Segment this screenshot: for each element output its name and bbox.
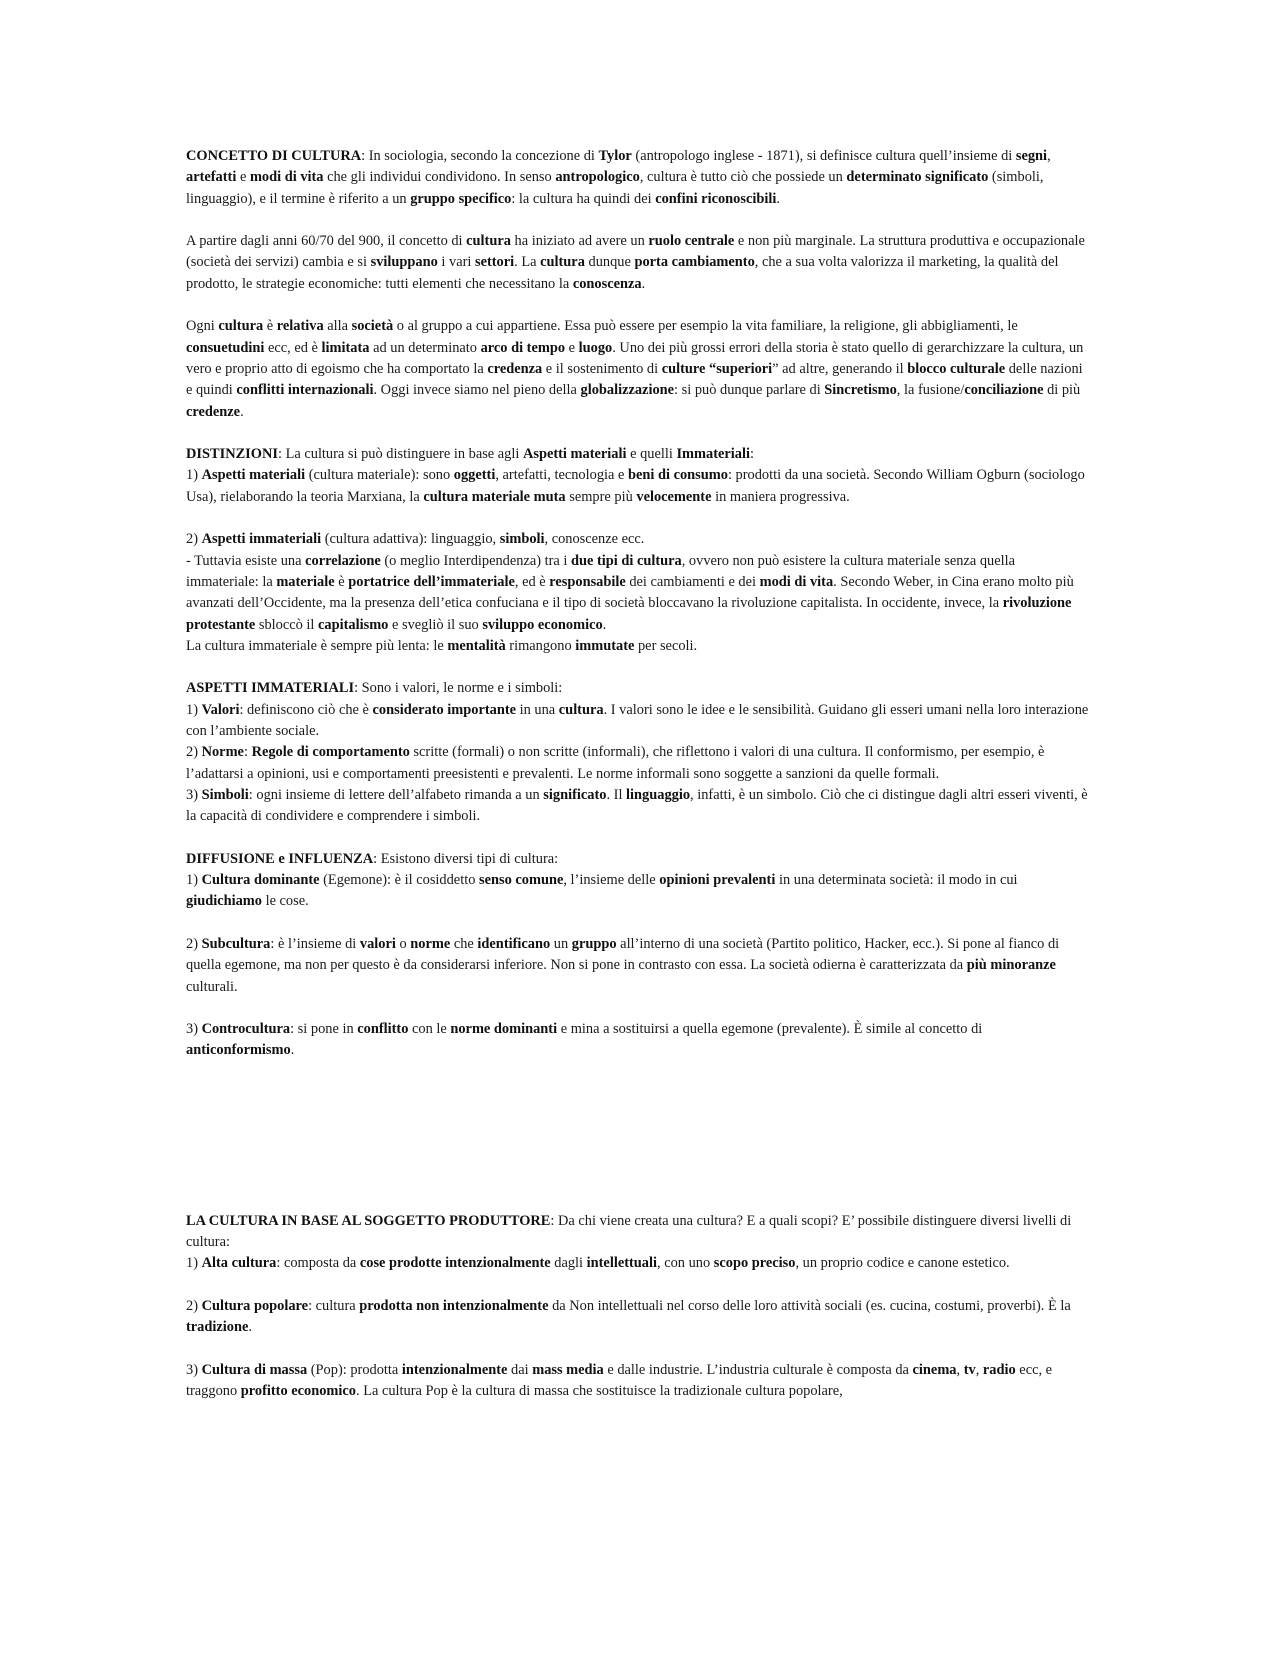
text-run: rimangono	[505, 637, 576, 654]
text-run: Ogni	[186, 318, 219, 335]
text-run: : cultura	[308, 1297, 360, 1314]
bold-term: antropologico	[555, 169, 640, 186]
text-run: e svegliò il suo	[388, 616, 483, 633]
bold-term: cultura	[558, 701, 604, 718]
paragraph-gap	[186, 210, 1091, 231]
bold-term: ruolo centrale	[648, 233, 735, 250]
text-run: in maniera progressiva.	[711, 488, 850, 505]
bold-term: considerato importante	[372, 701, 517, 718]
text-run: , artefatti, tecnologia e	[495, 467, 628, 484]
text-run: , un proprio codice e canone estetico.	[795, 1255, 1010, 1272]
text-run: che	[450, 935, 478, 952]
bold-term: responsabile	[549, 573, 626, 590]
bold-term: Alta cultura	[201, 1255, 277, 1272]
bold-term: Tylor	[598, 148, 632, 164]
bold-term: opinioni prevalenti	[659, 872, 776, 889]
bold-term: gruppo	[571, 935, 617, 952]
text-run: . Uno dei più grossi errori della storia è stato quello di gerarchizzare la cultura, un vero e proprio atto di egoismo che ha comportato la	[186, 339, 1084, 377]
paragraph	[186, 316, 1091, 422]
paragraph	[186, 1360, 1091, 1403]
text-run: ecc, e traggono	[186, 1361, 1053, 1400]
text-run: , con uno	[657, 1255, 714, 1272]
paragraph	[186, 231, 1091, 295]
text-run: ha iniziato ad avere un	[510, 233, 649, 250]
bold-term: valori	[359, 935, 396, 952]
text-run: : ogni insieme di lettere dell’alfabeto rimanda a un	[248, 786, 544, 803]
text-run: . Il	[606, 786, 627, 803]
text-run: .	[290, 1042, 295, 1059]
text-run: 2)	[186, 744, 202, 761]
text-run: (simboli, linguaggio), e il termine è riferito a un	[186, 169, 1044, 207]
text-run: sempre più	[565, 488, 637, 505]
bold-term: due tipi di cultura	[570, 552, 682, 569]
paragraph	[186, 785, 1091, 828]
document-page	[186, 146, 1091, 1402]
text-run: :	[749, 446, 754, 463]
text-run: e quelli	[626, 446, 677, 463]
text-run: , conoscenze ecc.	[544, 531, 645, 548]
paragraph	[186, 1019, 1091, 1062]
paragraph-gap	[186, 913, 1091, 934]
paragraph	[186, 444, 1091, 465]
bold-term: velocemente	[636, 488, 712, 505]
text-run: dei cambiamenti e dei	[625, 573, 760, 590]
bold-term: relativa	[276, 318, 324, 335]
bold-term: capitalismo	[318, 616, 389, 633]
bold-term: cultura	[218, 318, 264, 335]
text-run: : si può dunque parlare di	[674, 382, 825, 399]
paragraph	[186, 934, 1091, 998]
text-run: , ed è	[514, 573, 550, 590]
text-run: è	[334, 573, 349, 590]
bold-term: limitata	[321, 339, 370, 356]
text-run: ” ad altre, generando il	[772, 360, 908, 377]
text-run: 2)	[186, 1297, 202, 1314]
text-run: le cose.	[261, 893, 309, 910]
text-run: 1)	[186, 701, 202, 718]
bold-term: blocco culturale	[907, 360, 1006, 377]
text-run: ad un determinato	[369, 339, 481, 356]
text-run: : si pone in	[290, 1021, 358, 1038]
text-run: o	[395, 935, 411, 952]
bold-term: conciliazione	[964, 382, 1044, 399]
text-run: con le	[408, 1021, 451, 1038]
bold-term: culture “superiori	[661, 360, 773, 377]
text-run: (antropologo inglese - 1871), si definisce cultura quell’insieme di	[631, 148, 1016, 164]
text-run: (cultura materiale): sono	[305, 467, 454, 484]
text-run: dagli	[550, 1255, 587, 1272]
text-run: culturali.	[186, 978, 238, 995]
text-run: , ovvero non può esistere la cultura materiale senza quella immateriale: la	[186, 552, 1015, 590]
bold-term: Aspetti immateriali	[201, 531, 322, 548]
bold-term: portatrice dell’immateriale	[348, 573, 515, 590]
text-run: e mina a sostituirsi a quella egemone (prevalente). È simile al concetto di	[557, 1021, 983, 1038]
paragraph-gap	[186, 295, 1091, 316]
text-run: sbloccò il	[255, 616, 319, 633]
bold-term: credenze	[186, 403, 241, 420]
bold-term: porta cambiamento	[634, 254, 755, 271]
text-run: : prodotti da una società. Secondo William Ogburn (sociologo Usa), rielaborando la teoria Marxiana, la	[186, 467, 1085, 505]
bold-term: Cultura di massa	[201, 1361, 308, 1378]
paragraph-gap	[186, 1339, 1091, 1360]
bold-term: Norme	[201, 744, 244, 761]
text-run: 3)	[186, 786, 202, 803]
bold-term: cultura	[540, 254, 585, 271]
text-run: in una	[516, 701, 559, 718]
text-run: ,	[975, 1361, 983, 1378]
bold-term: sviluppo economico	[482, 616, 603, 633]
bold-term: CONCETTO DI CULTURA	[186, 148, 362, 164]
text-run: o al gruppo a cui appartiene. Essa può essere per esempio la vita familiare, la religione, gli abbigliamenti, le	[393, 318, 1018, 335]
paragraph	[186, 742, 1091, 785]
bold-term: simboli	[499, 531, 545, 548]
text-run: è	[263, 318, 277, 335]
bold-term: identificano	[477, 935, 551, 952]
paragraph	[186, 146, 1091, 210]
bold-term: correlazione	[305, 552, 381, 569]
bold-term: tradizione	[186, 1319, 249, 1336]
bold-term: Aspetti materiali	[522, 446, 627, 463]
text-run: ,	[1047, 148, 1051, 164]
bold-term: cultura materiale muta	[423, 488, 566, 505]
bold-term: Regole di comportamento	[251, 744, 410, 761]
bold-term: significato	[543, 786, 607, 803]
text-run: e non più marginale. La struttura produttiva e occupazionale (società dei servizi) cambia e si	[186, 233, 1085, 271]
paragraph-gap	[186, 828, 1091, 849]
text-run: : la cultura ha quindi dei	[511, 190, 656, 207]
text-run: .	[641, 275, 646, 292]
bold-term: sviluppano	[370, 254, 438, 271]
text-run: . Secondo Weber, in Cina erano molto più avanzati dell’Occidente, ma la presenza dell’etica confuciana e il tipo di società bloccavano la rivoluzione capitalista. In occidente, invece, la	[186, 573, 1074, 612]
paragraph	[186, 1211, 1091, 1254]
text-run: scritte (formali) o non scritte (informali), che riflettono i valori di una cultura. Il conformismo, per esempio, è l’adattarsi a opinioni, usi e comportamenti preesistenti e prevalenti. Le norme informali sono soggette a sanzioni da quelle formali.	[186, 744, 1045, 782]
bold-term: credenza	[487, 360, 543, 377]
bold-term: Immateriali	[676, 446, 750, 463]
bold-term: cultura	[466, 233, 511, 250]
bold-term: conflitti internazionali	[236, 382, 374, 399]
bold-term: radio	[982, 1361, 1016, 1378]
paragraph	[186, 465, 1091, 508]
text-run: per secoli.	[634, 637, 698, 654]
paragraph	[186, 678, 1091, 699]
text-run: A partire dagli anni 60/70 del 900, il concetto di	[186, 233, 467, 250]
bold-term: norme dominanti	[450, 1021, 558, 1038]
text-run: i vari	[437, 254, 475, 271]
text-run: .	[240, 403, 244, 420]
paragraph	[186, 1296, 1091, 1339]
bold-term: materiale	[276, 573, 335, 590]
bold-term: LA CULTURA IN BASE AL SOGGETTO PRODUTTORE	[186, 1212, 551, 1229]
paragraph-gap	[186, 508, 1091, 529]
bold-term: anticonformismo	[186, 1042, 291, 1059]
paragraph	[186, 551, 1091, 636]
text-run: e	[565, 339, 579, 356]
text-run: (cultura adattiva): linguaggio,	[321, 531, 500, 548]
bold-term: intellettuali	[586, 1255, 657, 1272]
text-run: , che a sua volta valorizza il marketing, la qualità del prodotto, le strategie economiche: tutti elementi che necessitano la	[186, 254, 1059, 292]
text-run: . La	[514, 254, 541, 271]
bold-term: DISTINZIONI	[186, 446, 278, 463]
bold-term: Simboli	[201, 786, 249, 803]
bold-term: immutate	[575, 637, 635, 654]
bold-term: mass media	[532, 1361, 604, 1378]
bold-term: cinema	[912, 1361, 957, 1378]
bold-term: conflitto	[357, 1021, 409, 1038]
text-run: 1)	[186, 1255, 202, 1272]
text-run: che gli individui condividono. In senso	[323, 169, 556, 186]
text-run: (o meglio Interdipendenza) tra i	[380, 552, 571, 569]
bold-term: confini riconoscibili	[655, 190, 777, 207]
section-gap	[186, 1062, 1091, 1211]
text-run: in una determinata società: il modo in cui	[775, 872, 1018, 889]
text-run: : Da chi viene creata una cultura? E a quali scopi? E’ possibile distinguere diversi livelli di cultura:	[186, 1212, 1072, 1251]
text-run: : In sociologia, secondo la concezione di	[361, 148, 599, 164]
text-run: .	[776, 190, 780, 207]
bold-term: DIFFUSIONE e INFLUENZA	[186, 850, 374, 867]
text-run: e	[236, 169, 250, 186]
paragraph	[186, 849, 1091, 870]
bold-term: norme	[410, 935, 451, 952]
text-run: 1)	[186, 467, 202, 484]
paragraph-gap	[186, 657, 1091, 678]
text-run: di più	[1043, 382, 1081, 399]
paragraph-gap	[186, 1275, 1091, 1296]
paragraph	[186, 1253, 1091, 1274]
paragraph-gap	[186, 423, 1091, 444]
bold-term: più minoranze	[966, 957, 1056, 974]
bold-term: globalizzazione	[580, 382, 675, 399]
bold-term: segni	[1015, 148, 1048, 164]
paragraph	[186, 636, 1091, 657]
text-run: , cultura è tutto ciò che possiede un	[639, 169, 847, 186]
text-run: (Pop): prodotta	[307, 1361, 402, 1378]
text-run: 3)	[186, 1361, 202, 1378]
paragraph	[186, 529, 1091, 550]
text-run: all’interno di una società (Partito politico, Hacker, ecc.). Si pone al fianco di quella egemone, ma non per questo è da considerarsi inferiore. Non si pone in contrasto con essa. La società odierna è caratterizzata da	[186, 935, 1060, 974]
text-run: . I valori sono le idee e le sensibilità. Guidano gli esseri umani nella loro interazione con l’ambiente sociale.	[186, 701, 1089, 740]
text-run: un	[550, 935, 572, 952]
text-run: da Non intellettuali nel corso delle loro attività sociali (es. cucina, costumi, proverbi). È la	[548, 1297, 1071, 1314]
bold-term: settori	[474, 254, 515, 271]
bold-term: ASPETTI IMMATERIALI	[186, 680, 355, 697]
bold-term: Cultura popolare	[201, 1297, 309, 1314]
bold-term: cose prodotte intenzionalmente	[359, 1255, 551, 1272]
text-run: . La cultura Pop è la cultura di massa che sostituisce la tradizionale cultura popolare,	[356, 1383, 843, 1400]
text-run: : Esistono diversi tipi di cultura:	[373, 850, 559, 867]
text-run: 3)	[186, 1021, 202, 1038]
bold-term: prodotta non intenzionalmente	[359, 1297, 549, 1314]
bold-term: giudichiamo	[186, 893, 262, 910]
text-run: , la fusione/	[896, 382, 965, 399]
bold-term: conoscenza	[572, 275, 642, 292]
text-run: dai	[507, 1361, 533, 1378]
text-run: .	[602, 616, 607, 633]
text-run: (Egemone): è il cosiddetto	[319, 872, 479, 889]
text-run: , l’insieme delle	[563, 872, 660, 889]
text-run: ,	[956, 1361, 964, 1378]
text-run: ecc, ed è	[264, 339, 322, 356]
text-run: : definiscono ciò che è	[239, 701, 373, 718]
text-run: : Sono i valori, le norme e i simboli:	[354, 680, 563, 697]
paragraph	[186, 870, 1091, 913]
bold-term: società	[351, 318, 394, 335]
text-run: , infatti, è un simbolo. Ciò che ci distingue dagli altri esseri viventi, è la capacità di condividere e comprendere i simboli.	[186, 786, 1088, 825]
bold-term: oggetti	[453, 467, 496, 484]
bold-term: modi di vita	[249, 169, 324, 186]
bold-term: Aspetti materiali	[201, 467, 306, 484]
bold-term: modi di vita	[759, 573, 834, 590]
bold-term: profitto economico	[240, 1383, 356, 1400]
text-run: delle nazioni e quindi	[186, 360, 1083, 399]
text-run: La cultura immateriale è sempre più lenta: le	[186, 637, 448, 654]
bold-term: Controcultura	[201, 1021, 291, 1038]
bold-term: consuetudini	[186, 339, 265, 356]
text-run: : è l’insieme di	[270, 935, 360, 952]
bold-term: senso comune	[478, 872, 564, 889]
bold-term: scopo preciso	[713, 1255, 796, 1272]
text-run: e dalle industrie. L’industria culturale è composta da	[603, 1361, 913, 1378]
text-run: dunque	[584, 254, 635, 271]
text-run: 1)	[186, 872, 202, 889]
text-run: 2)	[186, 935, 202, 952]
text-run: : La cultura si può distinguere in base agli	[277, 446, 523, 463]
bold-term: Subcultura	[201, 935, 271, 952]
bold-term: beni di consumo	[627, 467, 728, 484]
text-run: e il sostenimento di	[542, 360, 662, 377]
text-run: :	[243, 744, 252, 761]
text-run: : composta da	[276, 1255, 360, 1272]
bold-term: gruppo specifico	[410, 190, 512, 207]
bold-term: rivoluzione protestante	[186, 595, 1072, 633]
bold-term: Cultura dominante	[201, 872, 320, 889]
paragraph-gap	[186, 998, 1091, 1019]
paragraph	[186, 700, 1091, 743]
text-run: .	[248, 1319, 252, 1336]
text-run: - Tuttavia esiste una	[186, 552, 306, 569]
bold-term: arco di tempo	[480, 339, 566, 356]
bold-term: determinato significato	[846, 169, 989, 186]
text-run: alla	[323, 318, 352, 335]
bold-term: linguaggio	[626, 786, 691, 803]
bold-term: tv	[963, 1361, 976, 1378]
bold-term: Sincretismo	[824, 382, 897, 399]
bold-term: Valori	[201, 701, 240, 718]
text-run: 2)	[186, 531, 202, 548]
bold-term: mentalità	[447, 637, 506, 654]
bold-term: intenzionalmente	[401, 1361, 508, 1378]
text-run: . Oggi invece siamo nel pieno della	[373, 382, 581, 399]
bold-term: luogo	[578, 339, 613, 356]
bold-term: artefatti	[186, 169, 237, 186]
